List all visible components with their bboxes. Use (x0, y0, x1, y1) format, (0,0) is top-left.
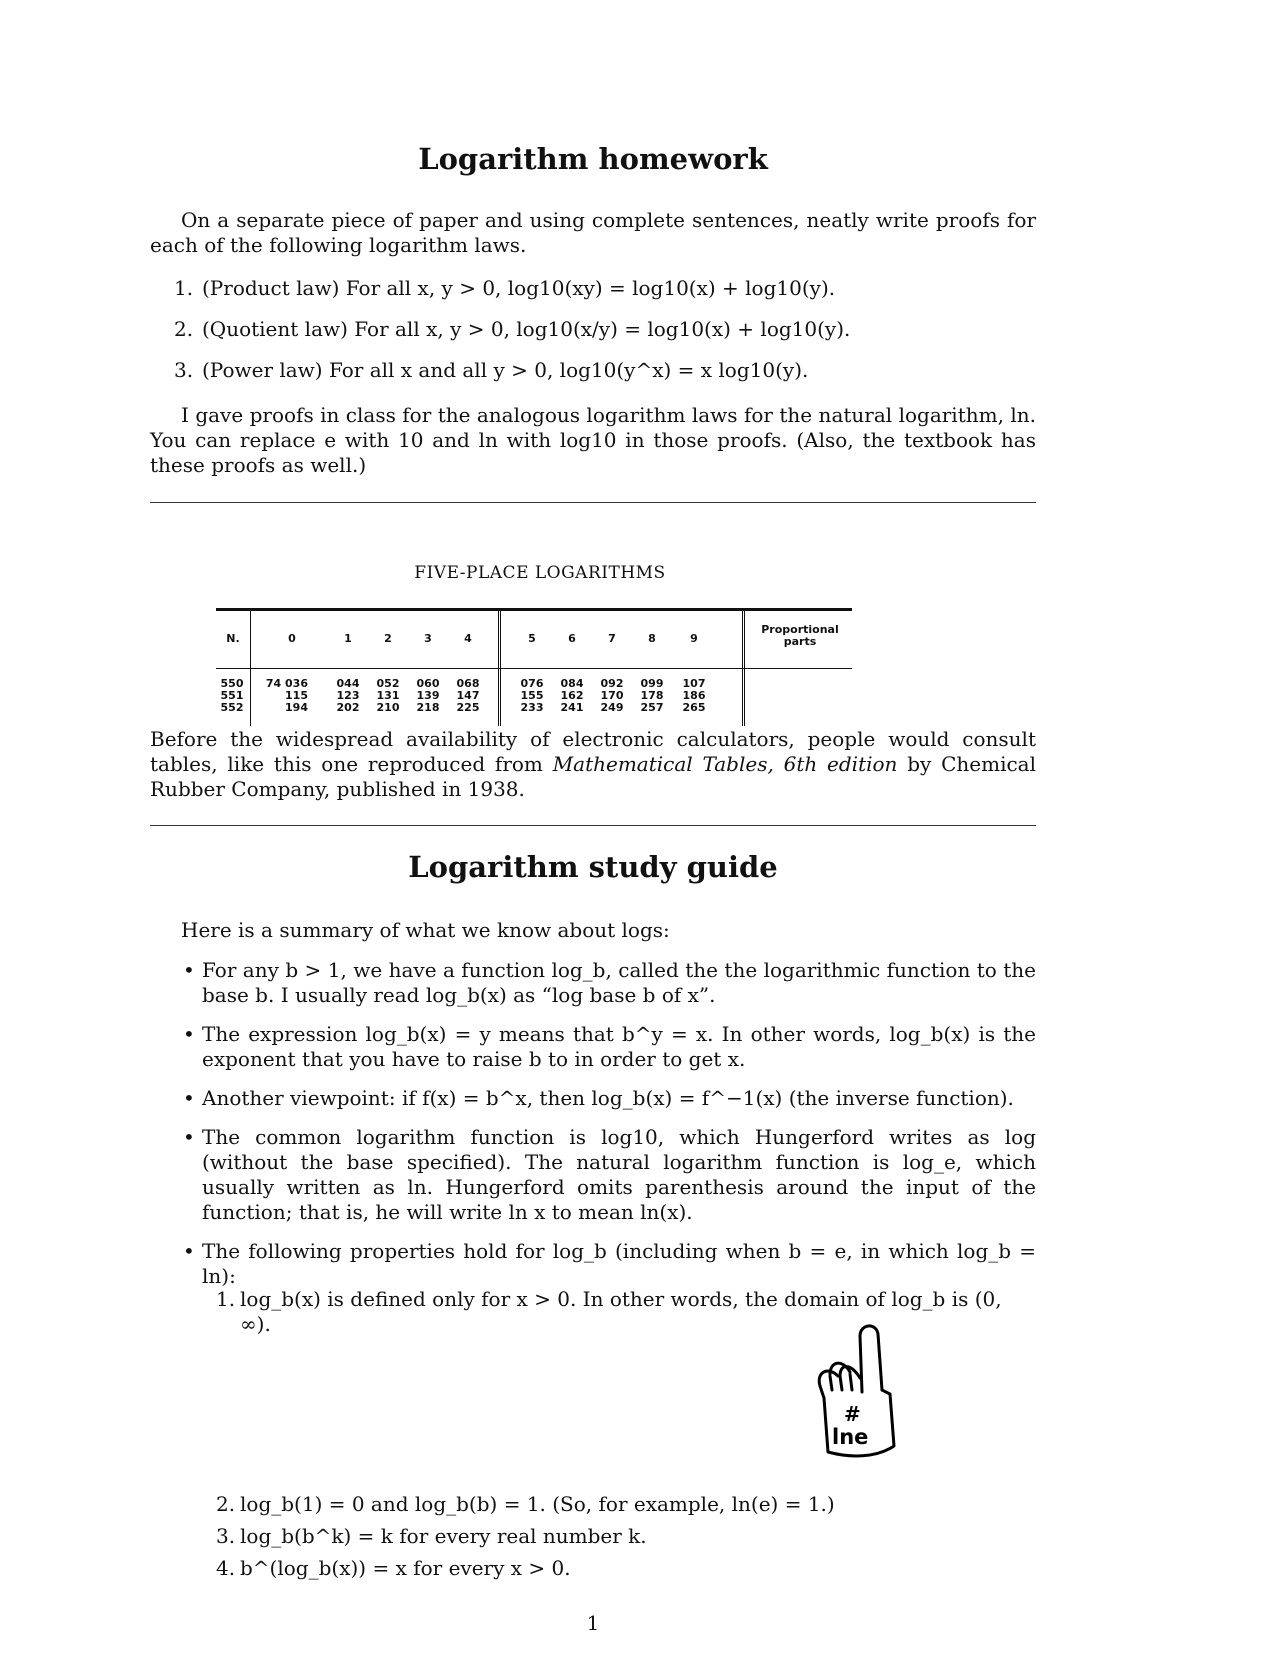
table-col-header: 8 (648, 632, 656, 645)
law-item (150, 317, 1036, 342)
caption-source: Mathematical Tables, 6th edition (552, 752, 898, 776)
table-col-header: 2 (384, 632, 392, 645)
homework-title: Logarithm homework (418, 142, 768, 176)
law-number: 3. (174, 358, 194, 382)
guide-bullet (150, 1086, 1036, 1111)
foam-finger-drawing (810, 1318, 906, 1458)
property-item (150, 1524, 1036, 1549)
table-row-n: 552 (220, 701, 244, 714)
bullet-text: The following properties hold for log_b (including when b = e, in which log_b = ln): (202, 1239, 1036, 1288)
table-cell: 092 (600, 677, 624, 690)
table-cell: 060 (416, 677, 440, 690)
table-cell: 123 (336, 689, 360, 702)
law-text: (Product law) For all x, y > 0, log10(xy) = log10(x) + log10(y). (202, 276, 836, 300)
table-cell: 068 (456, 677, 480, 690)
table-cell: 076 (520, 677, 544, 690)
table-cell: 139 (416, 689, 440, 702)
table-col-header: 9 (690, 632, 698, 645)
table-cell: 265 (682, 701, 706, 714)
table-vertical-rule (250, 608, 251, 726)
homework-section (150, 142, 1036, 176)
table-cell: 210 (376, 701, 400, 714)
homework-note-text: I gave proofs in class for the analogous logarithm laws for the natural logarithm, ln. You can replace e with 10 and ln with log10 in those proofs. (Also, the textbook has these proofs as well.) (150, 403, 1036, 477)
table-col-header: 3 (424, 632, 432, 645)
table-cell: 233 (520, 701, 544, 714)
log-table-title: FIVE-PLACE LOGARITHMS (414, 563, 666, 583)
property-text: log_b(b^k) = k for every real number k. (240, 1524, 647, 1548)
table-cell: 241 (560, 701, 584, 714)
table-cell: 225 (456, 701, 480, 714)
table-cell: 147 (456, 689, 480, 702)
table-cell: 178 (640, 689, 664, 702)
law-item (150, 276, 1036, 301)
table-cell: 052 (376, 677, 400, 690)
property-item (150, 1492, 1036, 1517)
table-col-header: 1 (344, 632, 352, 645)
laws-list (150, 276, 1036, 383)
property-item (150, 1556, 1036, 1581)
law-item (150, 358, 1036, 383)
table-cell: 170 (600, 689, 624, 702)
bullet-dot: • (183, 1239, 195, 1263)
guide-title: Logarithm study guide (408, 850, 778, 884)
table-cell: 186 (682, 689, 706, 702)
table-cell: 74 036 (265, 677, 308, 690)
guide-section (150, 850, 1036, 884)
table-cell: 257 (640, 701, 664, 714)
table-header-n: N. (226, 632, 240, 645)
bullet-dot: • (183, 958, 195, 982)
property-number: 3. (216, 1524, 236, 1548)
guide-bullets (150, 958, 1036, 1297)
foam-finger-hash: # (844, 1402, 861, 1426)
property-number: 1. (216, 1287, 236, 1311)
property-text: log_b(x) is defined only for x > 0. In other words, the domain of log_b is (0, ∞). (240, 1287, 1002, 1336)
table-cell: 099 (640, 677, 664, 690)
table-col-header: 6 (568, 632, 576, 645)
table-cell: 194 (285, 701, 308, 714)
table-col-header: 0 (288, 632, 296, 645)
foam-finger-label: lne (832, 1425, 869, 1449)
guide-bullet (150, 1239, 1036, 1289)
bullet-text: For any b > 1, we have a function log_b, called the the logarithmic function to the base b. I usually read log_b(x) as “log base b of x”. (202, 958, 1036, 1007)
bullet-text: The common logarithm function is log10, which Hungerford writes as log (without the base specified). The natural logarithm function is log_e, which usually written as ln. Hungerford omits parenthesis around the input of the function; that is, he will write ln x to mean ln(x). (202, 1125, 1036, 1224)
table-row-n: 550 (220, 677, 244, 690)
table-cell: 044 (336, 677, 360, 690)
law-text: (Power law) For all x and all y > 0, log10(y^x) = x log10(y). (202, 358, 809, 382)
guide-intro-text: Here is a summary of what we know about logs: (181, 918, 670, 942)
law-text: (Quotient law) For all x, y > 0, log10(x/y) = log10(x) + log10(y). (202, 317, 851, 341)
bullet-text: The expression log_b(x) = y means that b^y = x. In other words, log_b(x) is the exponent that you have to raise b to in order to get x. (202, 1022, 1036, 1071)
table-top-rule (216, 608, 852, 611)
guide-bullet (150, 958, 1036, 1008)
law-number: 2. (174, 317, 194, 341)
homework-intro (150, 208, 1036, 258)
table-cell: 202 (336, 701, 360, 714)
table-col-header: 4 (464, 632, 472, 645)
pp-label: parts (783, 635, 817, 648)
bullet-text: Another viewpoint: if f(x) = b^x, then log_b(x) = f^−1(x) (the inverse function). (202, 1086, 1014, 1110)
section-divider (150, 502, 1036, 503)
table-cell: 115 (285, 689, 308, 702)
page-number: 1 (586, 1611, 600, 1635)
caption-part: Before the widespread availability of electronic calculators, people would consult tables, like this one reproduced from (150, 727, 1036, 776)
property-number: 2. (216, 1492, 236, 1516)
table-header-rule (216, 668, 852, 669)
caption-part: by Chemical Rubber Company, published in 1938. (150, 752, 1037, 801)
log-table-image (216, 608, 852, 726)
property-text: log_b(1) = 0 and log_b(b) = 1. (So, for example, ln(e) = 1.) (240, 1492, 835, 1516)
table-cell: 249 (600, 701, 624, 714)
homework-intro-text: On a separate piece of paper and using complete sentences, neatly write proofs for each of the following logarithm laws. (150, 208, 1036, 257)
table-col-header: 5 (528, 632, 536, 645)
table-header-pp (748, 624, 852, 648)
pp-label: Proportional (761, 623, 839, 636)
table-row-n: 551 (220, 689, 244, 702)
table-caption (150, 727, 1036, 802)
table-col-header: 7 (608, 632, 616, 645)
table-cell: 218 (416, 701, 440, 714)
table-cell: 107 (682, 677, 706, 690)
table-cell: 131 (376, 689, 400, 702)
table-cell: 084 (560, 677, 584, 690)
table-cell: 162 (560, 689, 584, 702)
bullet-dot: • (183, 1022, 195, 1046)
guide-bullet (150, 1125, 1036, 1225)
bullet-dot: • (183, 1086, 195, 1110)
table-double-rule (498, 608, 503, 726)
table-caption-text (150, 727, 1036, 802)
homework-note (150, 403, 1036, 478)
guide-bullet (150, 1022, 1036, 1072)
law-number: 1. (174, 276, 194, 300)
properties-list-b (150, 1492, 1036, 1581)
table-double-rule (742, 608, 747, 726)
guide-intro (150, 918, 1036, 943)
table-cell: 155 (520, 689, 544, 702)
property-text: b^(log_b(x)) = x for every x > 0. (240, 1556, 571, 1580)
bullet-dot: • (183, 1125, 195, 1149)
property-number: 4. (216, 1556, 236, 1580)
section-divider (150, 825, 1036, 826)
